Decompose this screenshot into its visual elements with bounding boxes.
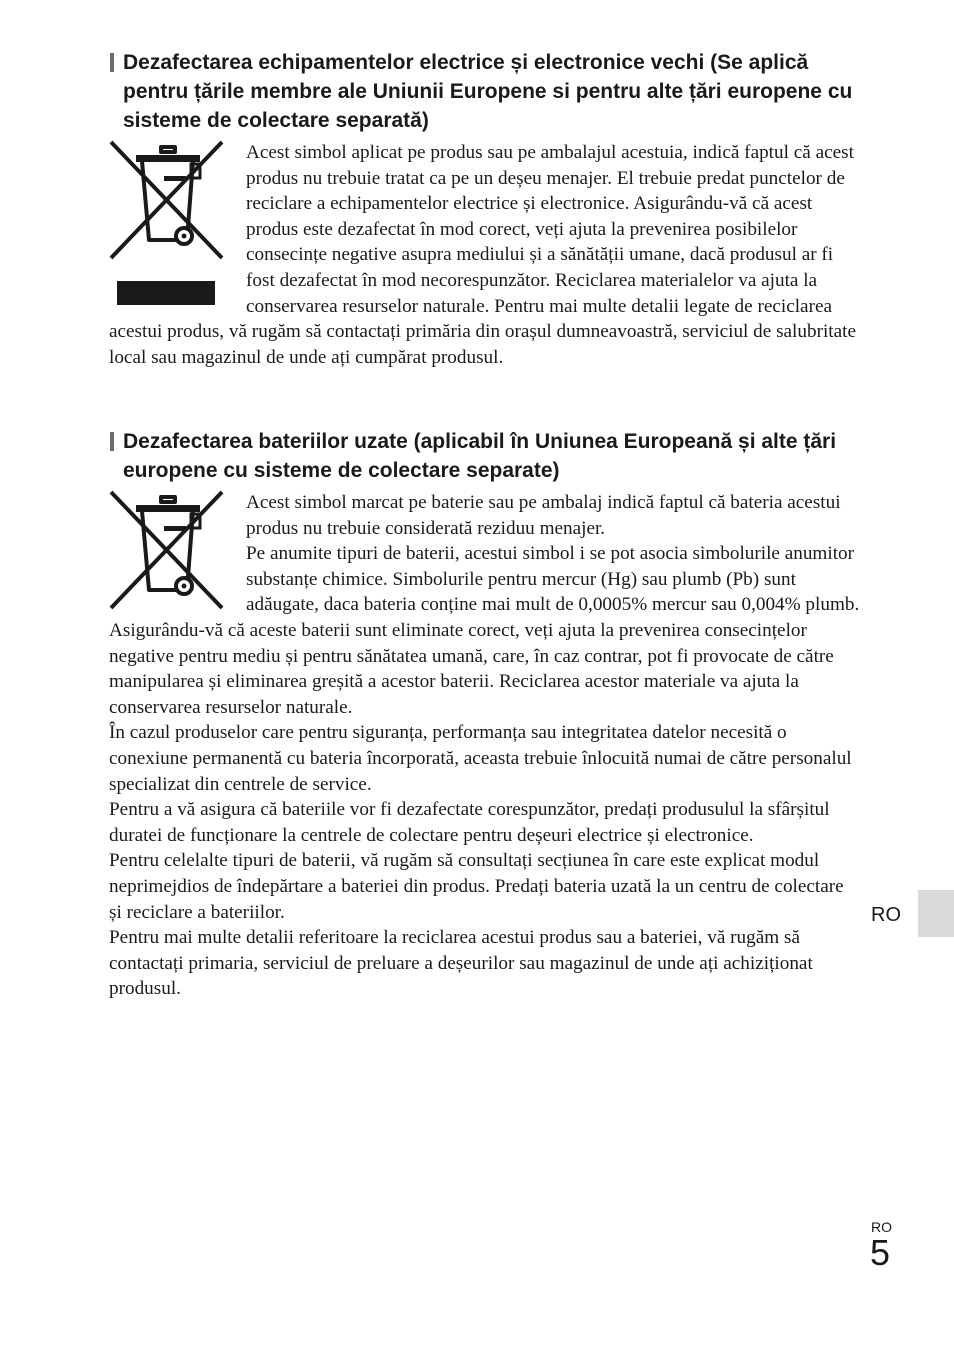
section-paragraph: În cazul produselor care pentru siguranța, performanța sau integritatea datelor necesită o conexiune permanentă cu bateria încorporată, aceasta trebuie înlocuită numai de către personalul specializat din centrele de service.: [109, 722, 852, 795]
solid-bar-icon: [117, 281, 215, 305]
section-paragraph: Pentru a vă asigura că bateriile vor fi dezafectate corespunzător, predați produsulul la sfârșitul duratei de funcționare la centrele de colectare pentru deșeuri electrice și electronice.: [109, 799, 830, 846]
section-paragraph: Pe anumite tipuri de baterii, acestui simbol i se pot asocia simbolurile anumitor substanțe chimice. Simbolurile pentru mercur (Hg) sau plumb (Pb) sunt adăugate, daca bateria conține mai mult de 0,0005% mercur sau 0,004% plumb. Asigurându-vă că aceste baterii sunt eliminate corect, veți ajuta la prevenirea consecințelor negative pentru mediu și pentru sănătatea umană, care, în caz contrar, pot fi provocate de către manipularea și eliminarea greșită a acestor baterii. Reciclarea acestor materiale va ajuta la conservarea resurselor naturale.: [109, 543, 860, 718]
crossed-out-wheelie-bin-icon: [109, 490, 224, 610]
section-battery-disposal: [109, 427, 861, 1002]
language-tab: [918, 890, 954, 937]
section-body: Acest simbol aplicat pe produs sau pe ambalajul acestuia, indică faptul că acest produs nu trebuie tratat ca pe un deșeu menajer. El trebuie predat punctelor de reciclare a echipamentelor electrice și electronice. Asigurându-vă că acest produs este dezafectat în mod corect, veți ajuta la prevenirea posibilelor consecințe negative asupra mediului și a sănătății umane, dacă produsul ar fi fost dezafectat în mod necorespunzător. Reciclarea materialelor va ajuta la conservarea resurselor naturale. Pentru mai multe detalii legate de reciclarea acestui produs, vă rugăm să contactați primăria din orașul dumneavoastră, serviciul de salubritate local sau magazinul de unde ați cumpărat produsul.: [109, 142, 856, 368]
page-language-code: RO: [871, 1219, 892, 1235]
language-tab-label: RO: [871, 904, 901, 926]
weee-symbol-figure: [109, 140, 246, 310]
section-paragraph: Pentru celelalte tipuri de baterii, vă rugăm să consultați secțiunea în care este explicat modul neprimejdios de îndepărtare a bateriei din produs. Predați bateria uzată la un centru de colectare și reciclare a bateriilor.: [109, 850, 844, 923]
battery-symbol-figure: [109, 490, 246, 610]
crossed-out-wheelie-bin-icon: [109, 140, 224, 260]
section-weee-disposal: [109, 48, 861, 370]
section-paragraph: Acest simbol marcat pe baterie sau pe ambalaj indică faptul că bateria acestui produs nu trebuie considerată reziduu menajer.: [246, 492, 841, 539]
page-number: 5: [870, 1232, 891, 1273]
section-heading: Dezafectarea bateriilor uzate (aplicabil în Uniunea Europeană și alte țări europene cu sisteme de colectare separate): [109, 427, 861, 485]
section-heading: Dezafectarea echipamentelor electrice și electronice vechi (Se aplică pentru țările membre ale Uniunii Europene si pentru alte țări europene cu sisteme de colectare separată): [109, 48, 861, 135]
section-paragraph: Pentru mai multe detalii referitoare la reciclarea acestui produs sau a bateriei, vă rugăm să contactați primaria, serviciul de preluare a deșeurilor sau magazinul de unde ați achiziționat produsul.: [109, 927, 813, 1000]
